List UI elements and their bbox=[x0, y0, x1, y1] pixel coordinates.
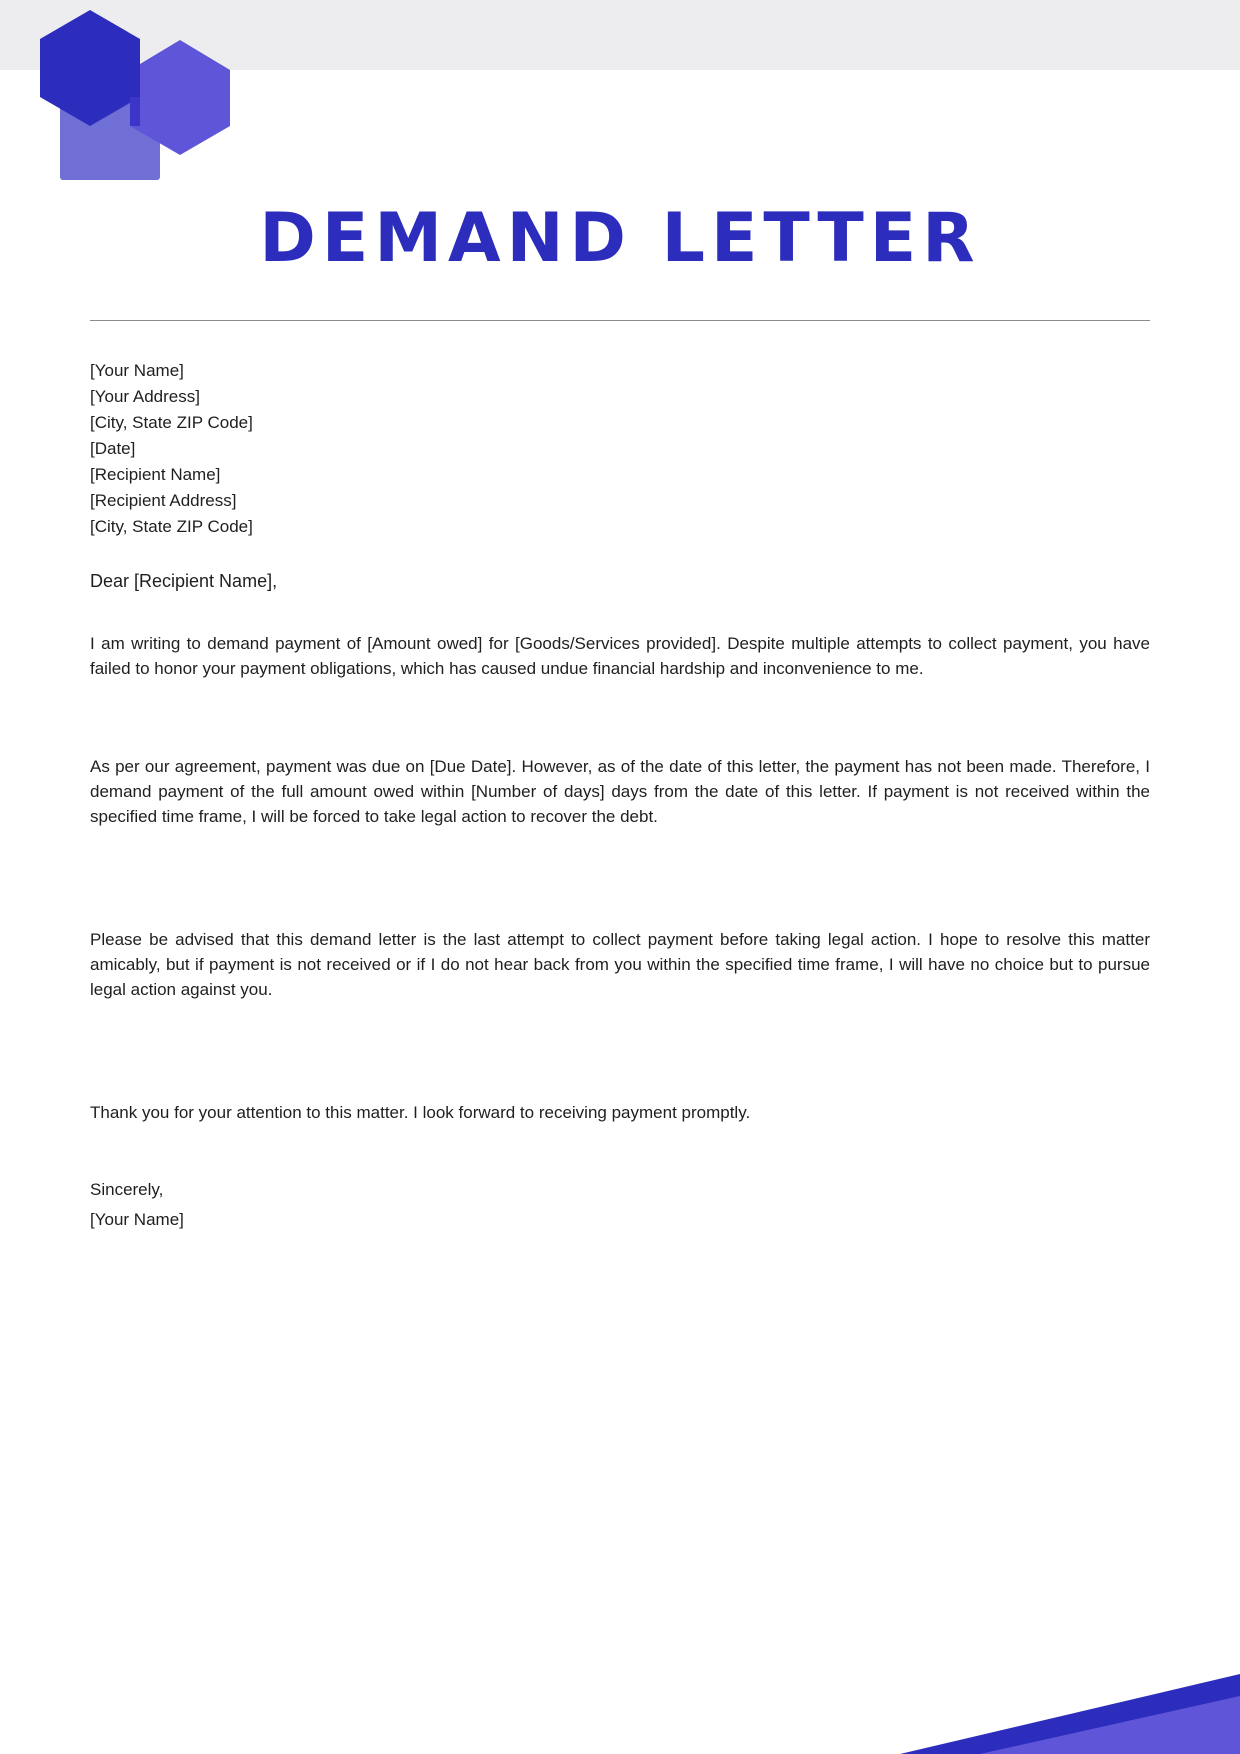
recipient-name: [Recipient Name] bbox=[90, 465, 221, 484]
letter-date: [Date] bbox=[90, 439, 136, 458]
body-paragraph-4: Thank you for your attention to this matter. I look forward to receiving payment promptly. bbox=[90, 1103, 751, 1122]
body-paragraph-3: Please be advised that this demand letter is the last attempt to collect payment before taking legal action. I hope to resolve this matter amicably, but if payment is not received or if I do not hear back from you within the specified time frame, I will have no choice but to pursue legal action against you. bbox=[90, 930, 1150, 999]
body-paragraph-2: As per our agreement, payment was due on [Due Date]. However, as of the date of this letter, the payment has not been made. Therefore, I demand payment of the full amount owed within [Number of days] days from the date of this letter. If payment is not received within the specified time frame, I will be forced to take legal action to recover the debt. bbox=[90, 757, 1150, 826]
title-divider bbox=[90, 320, 1150, 321]
document-title: DEMAND LETTER bbox=[259, 199, 981, 278]
body-paragraph-1: I am writing to demand payment of [Amount owed] for [Goods/Services provided]. Despite multiple attempts to collect payment, you have failed to honor your payment obligations, which has caused undue financial hardship and inconvenience to me. bbox=[90, 634, 1150, 678]
closing-phrase: Sincerely, bbox=[90, 1180, 164, 1199]
address-block bbox=[90, 358, 690, 540]
sender-name: [Your Name] bbox=[90, 361, 184, 380]
corner-decoration bbox=[880, 1660, 1240, 1754]
sender-city-state-zip: [City, State ZIP Code] bbox=[90, 413, 253, 432]
hexagon-logo-icon bbox=[0, 0, 260, 200]
signature-name: [Your Name] bbox=[90, 1210, 184, 1229]
recipient-address: [Recipient Address] bbox=[90, 491, 237, 510]
salutation: Dear [Recipient Name], bbox=[90, 571, 278, 591]
closing-block bbox=[90, 1175, 184, 1235]
sender-address: [Your Address] bbox=[90, 387, 200, 406]
recipient-city-state-zip: [City, State ZIP Code] bbox=[90, 517, 253, 536]
